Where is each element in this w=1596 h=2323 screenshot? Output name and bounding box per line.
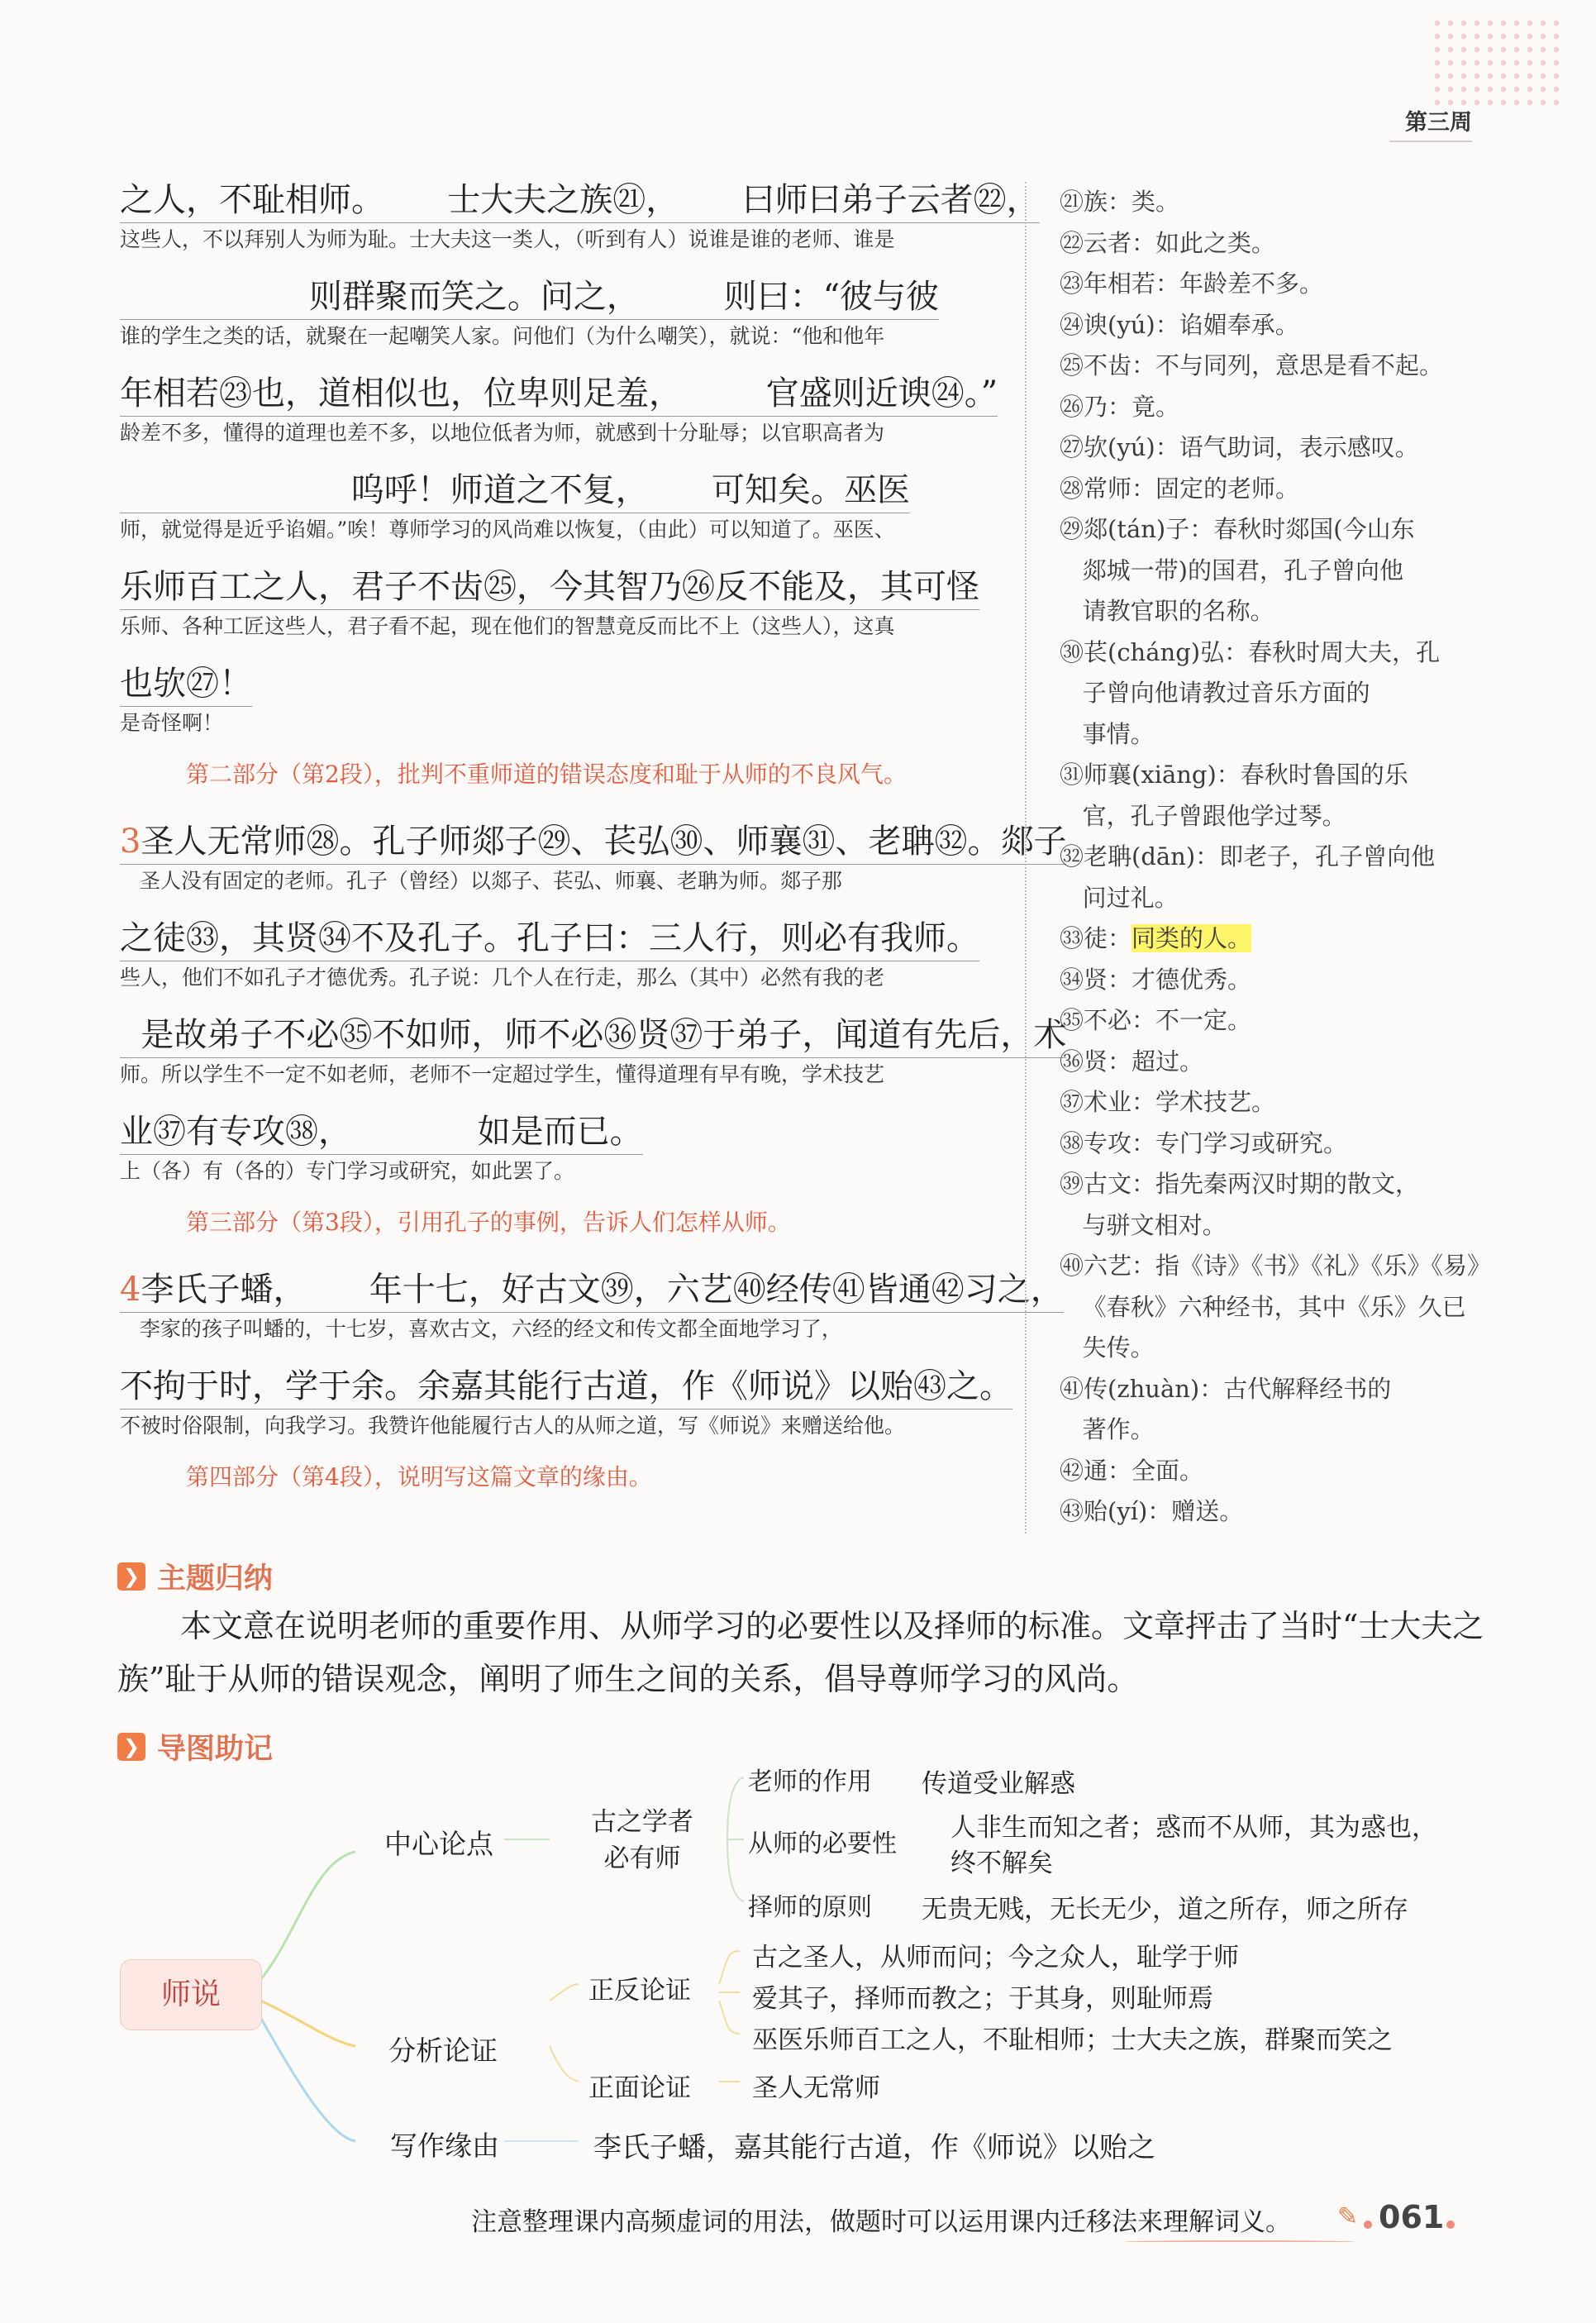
- mindmap-branch-argument: 分析论证: [388, 2034, 498, 2067]
- translation-text: 不被时俗限制，向我学习。我赞许他能履行古人的从师之道，写《师说》来赠送给他。: [120, 1414, 906, 1438]
- decorative-wave: [1124, 2240, 1355, 2244]
- original-text: 4李氏子蟠， 年十七，好古文㊴，六艺㊵经传㊶皆通㊷习之，: [120, 1267, 1064, 1313]
- original-text: 之人，不耻相师。 士大夫之族㉑， 曰师曰弟子云者㉒，: [120, 178, 1040, 223]
- mindmap-root: 师说: [120, 1959, 262, 2030]
- annotation-line: ㉟不必：不一定。: [1060, 1006, 1252, 1034]
- annotation-line: 问过礼。: [1060, 883, 1179, 912]
- page-dot: [1446, 2220, 1455, 2229]
- paragraph-number: 3: [120, 823, 141, 861]
- mindmap-branch-thesis: 中心论点: [384, 1828, 493, 1860]
- annotation-line: ㊶传(zhuàn)：古代解释经书的: [1060, 1374, 1392, 1403]
- annotation-line: ㉛师襄(xiāng)：春秋时鲁国的乐: [1060, 761, 1408, 789]
- part-summary-2: 第二部分（第2段），批判不重师道的错误态度和耻于从师的不良风气。: [186, 761, 907, 788]
- mindmap-leaf-text: 古之圣人，从师而问；今之众人，耻学于师: [752, 1943, 1239, 1972]
- translation-text: 龄差不多，懂得的道理也差不多，以地位低者为师，就感到十分耻辱；以官职高者为: [120, 421, 885, 445]
- original-text: 呜呼！师道之不复， 可知矣。巫医: [120, 468, 910, 513]
- translation-text: 是奇怪啊！: [120, 711, 224, 735]
- mindmap-leaf-text: 无贵无贱，无长无少，道之所存，师之所存: [922, 1895, 1408, 1925]
- translation-text: 上（各）有（各的）专门学习或研究，如此罢了。: [120, 1159, 575, 1183]
- original-text: 是故弟子不必㉟不如师，师不必㊱贤㊲于弟子，闻道有先后，术: [120, 1013, 1066, 1058]
- annotation-line: ㉓年相若：年龄差不多。: [1060, 270, 1324, 298]
- translation-text: 师，就觉得是近乎谄媚。”唉！尊师学习的风尚难以恢复，（由此）可以知道了。巫医、: [120, 518, 895, 541]
- annotation-line: ㉖乃：竟。: [1060, 392, 1180, 421]
- mindmap-sub-contrast: 正反论证: [588, 1976, 691, 2006]
- annotation-line: ㉞贤：才德优秀。: [1060, 965, 1252, 994]
- original-text: 业㊲有专攻㊳， 如是而已。: [120, 1109, 643, 1155]
- mindmap-branch-reason: 写作缘由: [390, 2130, 499, 2162]
- mindmap-leaf-text: 人非生而知之者；惑而不从师，其为惑也，: [950, 1813, 1437, 1843]
- translation-text: 这些人，不以拜别人为师为耻。士大夫这一类人，（听到有人）说谁是谁的老师、谁是: [120, 227, 895, 251]
- annotation-line: ㉙郯(tán)子：春秋时郯国(今山东: [1060, 515, 1415, 543]
- annotation-line: ㉔谀(yú)：谄媚奉承。: [1060, 310, 1299, 339]
- annotation-line: ㉕不齿：不与同列，意思是看不起。: [1060, 351, 1444, 379]
- annotation-line: 子曾向他请教过音乐方面的: [1060, 679, 1370, 707]
- annotation-line: 请教官职的名称。: [1060, 597, 1274, 625]
- mindmap-sub-teachers: 古之学者 必有师: [591, 1807, 693, 1873]
- footer-tip: 注意整理课内高频虚词的用法，做题时可以运用课内迁移法来理解词义。: [471, 2207, 1291, 2237]
- translation-text: 圣人没有固定的老师。孔子（曾经）以郯子、苌弘、师襄、老聃为师。郯子那: [120, 869, 842, 893]
- annotation-line: 《春秋》六种经书，其中《乐》久已: [1060, 1292, 1466, 1321]
- mindmap-leaf-text: 传道受业解惑: [922, 1769, 1075, 1799]
- annotation-line: ㊱贤：超过。: [1060, 1047, 1204, 1076]
- chevron-right-icon: ❯: [117, 1733, 145, 1761]
- translation-text: 些人，他们不如孔子才德优秀。孔子说：几个人在行走，那么（其中）必然有我的老: [120, 966, 885, 990]
- page-number: 061: [1379, 2199, 1445, 2235]
- original-text: 则群聚而笑之。问之， 则曰：“彼与彼: [120, 274, 939, 320]
- annotation-line: 事情。: [1060, 719, 1155, 748]
- part-summary-3: 第三部分（第3段），引用孔子的事例，告诉人们怎样从师。: [186, 1209, 791, 1236]
- annotation-line: ㉝徒：同类的人。: [1060, 924, 1252, 952]
- annotation-line: ㉘常师：固定的老师。: [1060, 474, 1300, 503]
- annotation-line: 官，孔子曾跟他学过琴。: [1060, 801, 1346, 830]
- original-text: 不拘于时，学于余。余嘉其能行古道，作《师说》以贻㊸之。: [120, 1364, 1012, 1410]
- translation-text: 乐师、各种工匠这些人，君子看不起，现在他们的智慧竟反而比不上（这些人），这真: [120, 614, 895, 638]
- annotation-line: ㊲术业：学术技艺。: [1060, 1088, 1276, 1116]
- annotation-line: 郯城一带)的国君，孔子曾向他: [1060, 556, 1403, 584]
- week-label: 第三周: [1405, 110, 1472, 136]
- original-text: 年相若㉓也，道相似也，位卑则足羞， 官盛则近谀㉔。”: [120, 371, 998, 417]
- annotation-line: 与骈文相对。: [1060, 1210, 1227, 1239]
- mindmap-leaf-text: 终不解矣: [950, 1848, 1053, 1878]
- annotation-line: 著作。: [1060, 1415, 1155, 1443]
- translation-text: 李家的孩子叫蟠的，十七岁，喜欢古文，六经的经文和传文都全面地学习了，: [120, 1317, 842, 1341]
- page-dot: [1364, 2220, 1372, 2229]
- part-summary-4: 第四部分（第4段），说明写这篇文章的缘由。: [186, 1463, 652, 1491]
- annotation-line: ㉚苌(cháng)弘：春秋时周大夫，孔: [1060, 637, 1441, 666]
- mindmap-leaf-label: 老师的作用: [748, 1767, 872, 1796]
- original-text: 3圣人无常师㉘。孔子师郯子㉙、苌弘㉚、师襄㉛、老聃㉜。郯子: [120, 819, 1066, 865]
- annotation-line: 失传。: [1060, 1333, 1155, 1362]
- annotation-line: ㊸贻(yí)：赠送。: [1060, 1497, 1244, 1525]
- mindmap-leaf-text: 圣人无常师: [752, 2073, 880, 2103]
- theme-summary: 本文意在说明老师的重要作用、从师学习的必要性以及择师的标准。文章抨击了当时“士大夫之族”耻于从师的错误观念，阐明了师生之间的关系，倡导尊师学习的风尚。: [117, 1608, 1484, 1697]
- mindmap-sub-positive: 正面论证: [588, 2073, 691, 2103]
- translation-text: 谁的学生之类的话，就聚在一起嘲笑人家。问他们（为什么嘲笑），就说：“他和他年: [120, 324, 885, 348]
- original-text: 也欤㉗！: [120, 661, 252, 707]
- annotation-line: ㊵六艺：指《诗》《书》《礼》《乐》《易》: [1060, 1252, 1492, 1280]
- annotation-line: ㉜老聃(dān)：即老子，孔子曾向他: [1060, 842, 1436, 871]
- mindmap-leaf-text: 爱其子，择师而教之；于其身，则耻师焉: [752, 1984, 1213, 2014]
- mindmap-leaf-text: 巫医乐师百工之人，不耻相师；士大夫之族，群聚而笑之: [752, 2025, 1393, 2055]
- pen-icon: ✎: [1337, 2202, 1359, 2231]
- annotation-line: ㊴古文：指先秦两汉时期的散文，: [1060, 1170, 1420, 1198]
- chevron-right-icon: ❯: [117, 1562, 145, 1591]
- section-heading-theme: ❯ 主题归纳: [117, 1556, 273, 1597]
- mindmap-leaf-label: 择师的原则: [748, 1893, 872, 1922]
- mindmap-leaf-label: 从师的必要性: [748, 1829, 897, 1858]
- annotation-line: ㊳专攻：专门学习或研究。: [1060, 1128, 1348, 1157]
- annotation-line: ㉑族：类。: [1060, 188, 1180, 216]
- paragraph-number: 4: [120, 1271, 141, 1309]
- original-text: 乐师百工之人，君子不齿㉕，今其智乃㉖反不能及，其可怪: [120, 565, 979, 610]
- highlighted-definition: 同类的人。: [1131, 924, 1252, 952]
- mindmap-leaf-text: 李氏子蟠，嘉其能行古道，作《师说》以贻之: [593, 2131, 1155, 2164]
- annotation-line: ㊷通：全面。: [1060, 1456, 1204, 1485]
- original-text: 之徒㉝，其贤㉞不及孔子。孔子曰：三人行，则必有我师。: [120, 916, 979, 961]
- annotation-line: ㉒云者：如此之类。: [1060, 228, 1276, 257]
- translation-text: 师。所以学生不一定不如老师，老师不一定超过学生，懂得道理有早有晚，学术技艺: [120, 1062, 885, 1086]
- annotation-line: ㉗欤(yú)：语气助词，表示感叹。: [1060, 433, 1419, 461]
- section-heading-mindmap: ❯ 导图助记: [117, 1726, 273, 1767]
